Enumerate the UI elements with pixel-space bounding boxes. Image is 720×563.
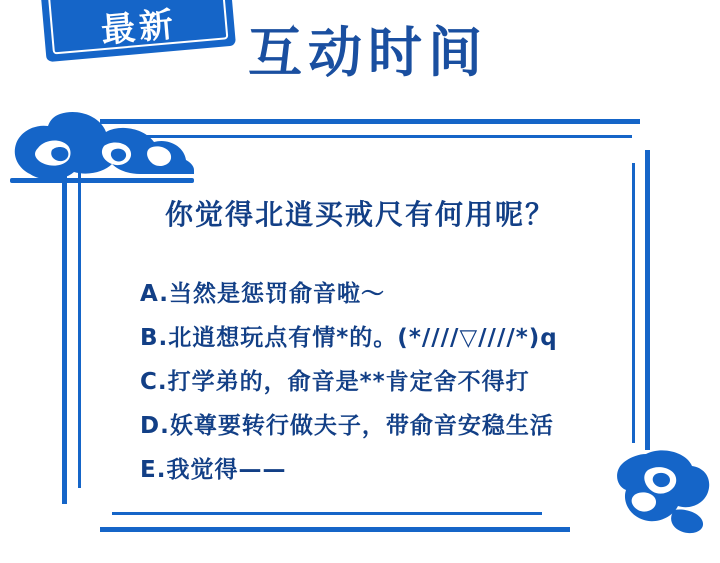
option-label: 打学弟的，俞音是**肯定舍不得打 [167, 369, 530, 395]
option-label: 北逍想玩点有情*的。(*////▽////*)q [168, 325, 558, 351]
list-item[interactable] [140, 360, 660, 404]
list-item[interactable] [140, 272, 660, 316]
page-title: 互动时间 [248, 21, 488, 84]
option-key: E. [140, 457, 167, 483]
list-item[interactable] [140, 448, 660, 492]
cloud-ornament-icon [8, 108, 198, 198]
option-key: A. [140, 281, 169, 307]
new-badge [38, 0, 236, 62]
list-item[interactable] [140, 316, 660, 360]
option-key: C. [140, 369, 168, 395]
option-label: 我觉得—— [166, 457, 287, 483]
list-item[interactable] [140, 404, 660, 448]
option-key: D. [140, 413, 170, 439]
frame-line-bottom-outer [100, 527, 570, 532]
options-list [140, 272, 660, 492]
option-key: B. [140, 325, 169, 351]
question-text: 你觉得北逍买戒尺有何用呢？ [164, 198, 555, 231]
option-label: 当然是惩罚俞音啦～ [168, 281, 385, 307]
option-label: 妖尊要转行做夫子，带俞音安稳生活 [169, 413, 554, 439]
badge-label: 最新 [99, 4, 179, 52]
frame-line-bottom-inner [112, 512, 542, 515]
